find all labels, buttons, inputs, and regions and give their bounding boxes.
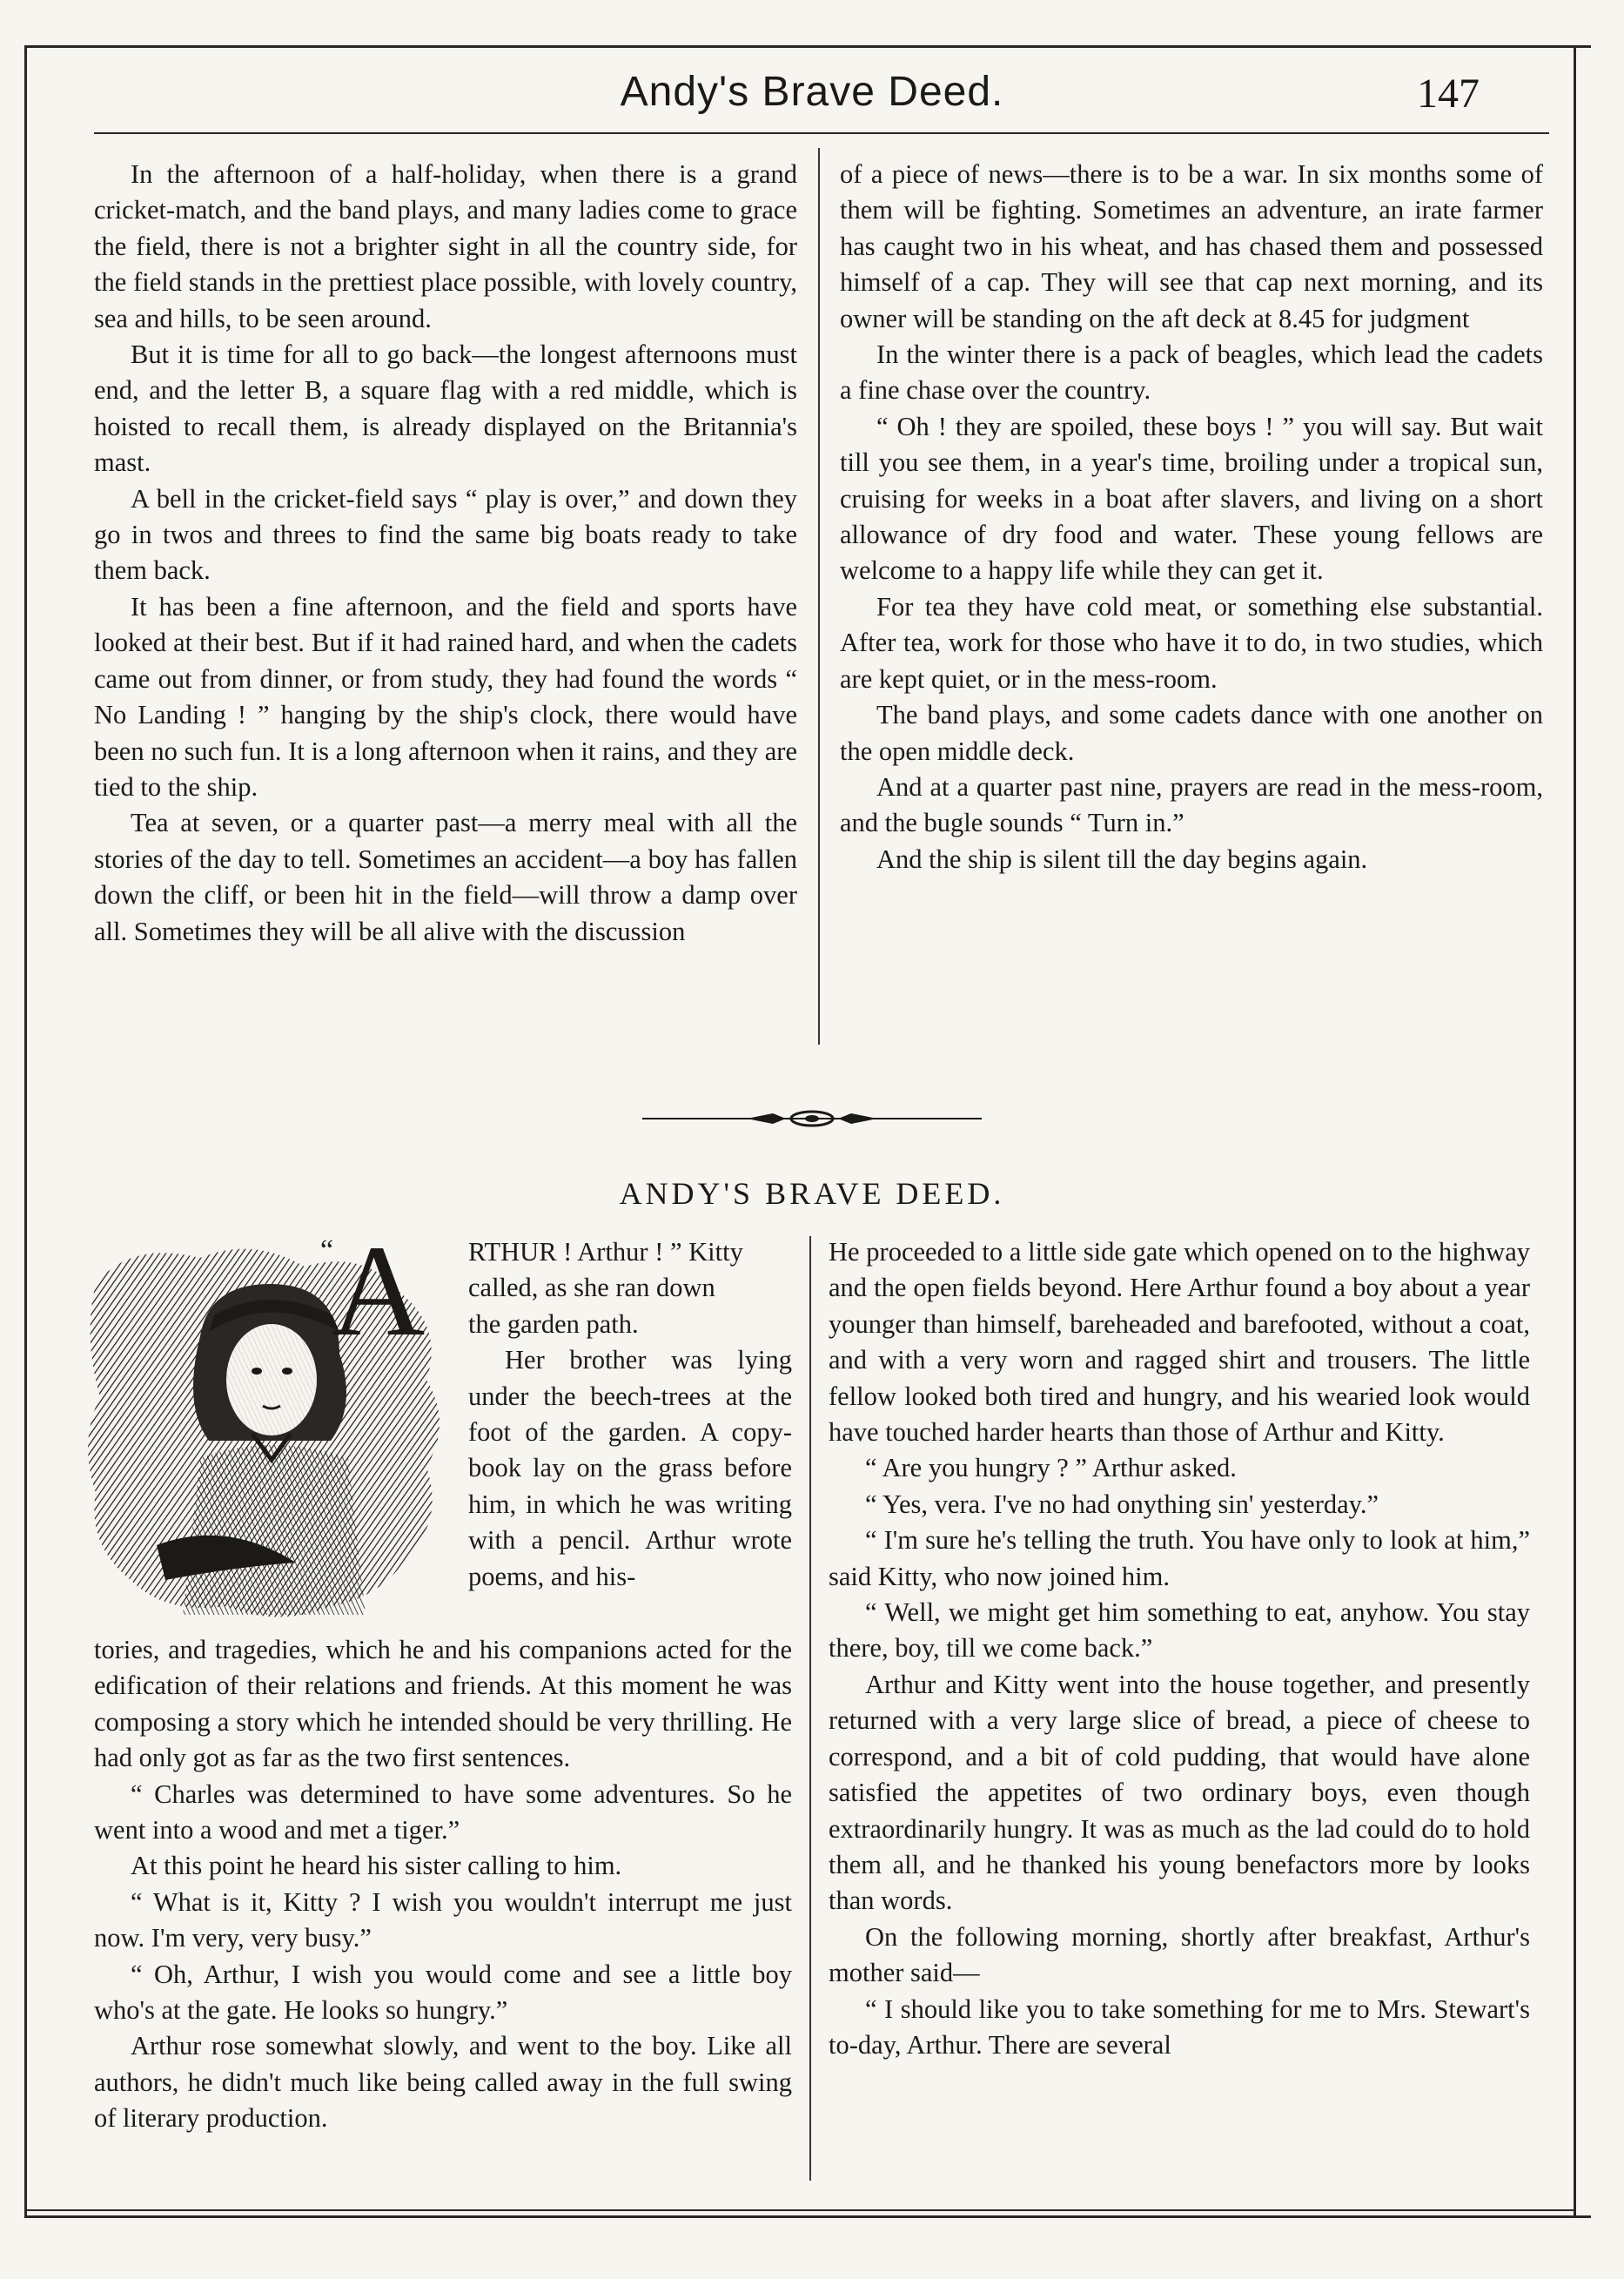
story-left-column (94, 1632, 792, 2137)
column-divider-top (818, 148, 820, 1045)
paragraph: “ I should like you to take something for me to Mrs. Stewart's to-day, Arthur. There are several (829, 1993, 1530, 2060)
paragraph: Arthur and Kitty went into the house together, and presently returned with a very large slice of bread, a piece of cheese to correspond, and a bit of cold pudding, that would have alone satisfied the appetites of two ordinary boys, even though extraordinarily hungry. It was as much as the lad could do to hold them all, and he thanked his young benefactors more by looks than words. (829, 1669, 1530, 1916)
text-line: the garden path. (468, 1308, 639, 1339)
text-line: called, as she ran down (468, 1273, 715, 1303)
paragraph: of a piece of news—there is to be a war. In six months some of them will be fighting. Sometimes an adventure, an irate farmer has caught two in his wheat, and has chased them and possessed himself of a cap. They will see that cap next morning, and its owner will be standing on the aft deck at 8.45 for judgment (840, 159, 1543, 333)
paragraph: And at a quarter past nine, prayers are read in the mess-room, and the bugle sounds “ Turn in.” (840, 771, 1543, 838)
text-line: RTHUR ! Arthur ! ” Kitty (468, 1237, 743, 1267)
paragraph: “ I'm sure he's telling the truth. You have only to look at him,” said Kitty, who now joined him. (829, 1525, 1530, 1591)
paragraph: It has been a fine afternoon, and the field and sports have looked at their best. But if it had rained hard, and when the cadets came out from dinner, or from study, they had found the words “ No Landing ! ” hanging by the ship's clock, there would have been no such fun. It is a long afternoon when it rains, and they are tied to the ship. (94, 591, 797, 802)
drop-cap: A (331, 1219, 426, 1363)
paragraph: For tea they have cold meat, or something else substantial. After tea, work for those who have it to do, in two studies, which are kept quiet, or in the mess-room. (840, 591, 1543, 694)
paragraph: In the winter there is a pack of beagles, which lead the cadets a fine chase over the country. (840, 339, 1543, 406)
running-header-title: Andy's Brave Deed. (620, 69, 1004, 115)
page-frame-right-edge (1574, 45, 1576, 2218)
paragraph: On the following morning, shortly after breakfast, Arthur's mother said— (829, 1921, 1530, 1988)
paragraph: The band plays, and some cadets dance with one another on the open middle deck. (840, 700, 1543, 766)
paragraph: “ Oh ! they are spoiled, these boys ! ” you will say. But wait till you see them, in a year's time, broiling under a tropical sun, cruising for weeks in a boat after slavers, and living on a short allowance of dry food and water. These young fellows are welcome to a happy life while they can get it. (840, 411, 1543, 586)
paragraph: A bell in the cricket-field says “ play is over,” and down they go in twos and threes to find the same big boats ready to take them back. (94, 483, 797, 586)
page-number: 147 (1417, 71, 1480, 117)
top-left-column (94, 157, 797, 950)
story-left-column-narrow (468, 1234, 792, 1595)
paragraph: And the ship is silent till the day begins again. (876, 844, 1368, 874)
paragraph: “ Well, we might get him something to eat, anyhow. You stay there, boy, till we come back.” (829, 1597, 1530, 1664)
paragraph: Tea at seven, or a quarter past—a merry meal with all the stories of the day to tell. Sometimes an accident—a boy has fallen down the cliff, or been hit in the field—will throw a damp over all. Sometimes they will be all alive with the discussion (94, 808, 797, 946)
column-divider-story (809, 1236, 811, 2181)
header-rule (94, 132, 1549, 134)
page-frame-bottom-rule (24, 2209, 1574, 2211)
paragraph: “ Charles was determined to have some adventures. So he went into a wood and met a tiger.” (94, 1778, 792, 1845)
paragraph: “ Yes, vera. I've no had onything sin' yesterday.” (865, 1489, 1379, 1519)
paragraph: “ Are you hungry ? ” Arthur asked. (865, 1453, 1237, 1483)
paragraph: “ Oh, Arthur, I wish you would come and see a little boy who's at the gate. He looks so hungry.” (94, 1959, 792, 2026)
paragraph: He proceeded to a little side gate which opened on to the highway and the open fields beyond. Here Arthur found a boy about a year younger than himself, bareheaded and barefooted, without a coat, and with a very worn and ragged shirt and trousers. The little fellow looked both tired and hungry, and his wearied look would have touched harder hearts than those of Arthur and Kitty. (829, 1237, 1530, 1448)
paragraph: But it is time for all to go back—the longest afternoons must end, and the letter B, a square flag with a red middle, which is hoisted to recall them, is already displayed on the Britannia's mast. (94, 339, 797, 478)
opening-quote: “ (320, 1234, 334, 1267)
ornamental-divider (642, 1106, 982, 1132)
paragraph: Arthur rose somewhat slowly, and went to the boy. Like all authors, he didn't much like being called away in the full swing of literary production. (94, 2031, 792, 2134)
paragraph: Her brother was lying under the beech-trees at the foot of the garden. A copy-book lay on the grass before him, in which he was writing with a pencil. Arthur wrote poems, and his- (468, 1345, 792, 1591)
paragraph: tories, and tragedies, which he and his companions acted for the edification of their relations and friends. At this moment he was composing a story which he intended should be very thrilling. He had only got as far as the two first sentences. (94, 1635, 792, 1773)
story-title: ANDY'S BRAVE DEED. (619, 1176, 1005, 1211)
paragraph: At this point he heard his sister calling to him. (131, 1851, 622, 1881)
top-right-column (840, 157, 1543, 877)
paragraph: In the afternoon of a half-holiday, when there is a grand cricket-match, and the band plays, and many ladies come to grace the field, there is not a brighter sight in all the country side, for the field stands in the prettiest place possible, with lovely country, sea and hills, to be seen around. (94, 159, 797, 333)
paragraph: “ What is it, Kitty ? I wish you wouldn't interrupt me just now. I'm very, very busy.” (94, 1886, 792, 1953)
story-right-column (829, 1234, 1530, 2063)
